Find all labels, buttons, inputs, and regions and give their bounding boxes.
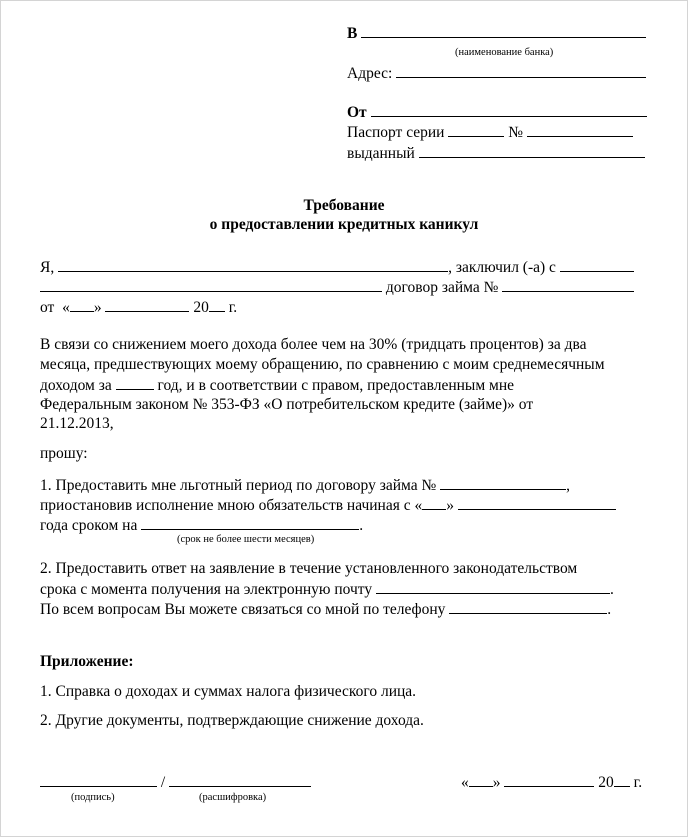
- footer-quote-close: »: [492, 774, 501, 791]
- full-name-field[interactable]: [58, 257, 448, 272]
- passport-row: [347, 122, 633, 143]
- request-item2-line3: По всем вопросам Вы можете связаться со мной по телефону .: [40, 601, 612, 618]
- to-label: В: [347, 25, 358, 42]
- address-label: Адрес:: [347, 65, 393, 82]
- signature-field[interactable]: [40, 772, 157, 787]
- title-line2: о предоставлении кредитных каникул: [209, 216, 479, 233]
- paragraph-line4: Федеральным законом № 353-ФЗ «О потребительском кредите (займе)» от: [40, 396, 534, 413]
- phone-field[interactable]: [449, 599, 607, 614]
- bank-caption: (наименование банка): [455, 47, 554, 58]
- quote-open: «: [62, 299, 70, 316]
- start-month-field[interactable]: [458, 495, 616, 510]
- from-row: [347, 102, 647, 123]
- request-item1-text: 1. Предоставить мне льготный период по договору займа №: [40, 477, 437, 494]
- request-item1-line1: 1. Предоставить мне льготный период по договору займа № ,: [40, 477, 571, 494]
- issued-field[interactable]: [419, 143, 645, 158]
- request-item1-line2-text: приостановив исполнение мною обязательств начиная с «: [40, 497, 423, 514]
- from-label: От: [347, 104, 367, 121]
- signature-caption: (подпись): [71, 792, 115, 803]
- start-day-field[interactable]: [422, 495, 446, 510]
- address-row: [347, 63, 646, 84]
- footer-date-row: [461, 772, 642, 793]
- attachments-heading: Приложение:: [40, 653, 134, 670]
- passport-series-label: Паспорт серии: [347, 124, 445, 141]
- issued-label: выданный: [347, 145, 415, 162]
- paragraph-line3-a: доходом за: [40, 377, 112, 394]
- intro-row-3: [40, 297, 237, 318]
- address-field[interactable]: [396, 63, 646, 78]
- bank-name-field[interactable]: [361, 23, 646, 38]
- lender-continued-field[interactable]: [40, 277, 382, 292]
- i-label: Я,: [40, 259, 55, 276]
- title-line1: Требование: [303, 197, 385, 214]
- loan-number-field[interactable]: [502, 277, 634, 292]
- request-item2-line2-text: срока с момента получения на электронную почту: [40, 581, 373, 598]
- income-year-field[interactable]: [116, 375, 154, 390]
- from-field[interactable]: [371, 102, 647, 117]
- request-label: прошу:: [40, 445, 88, 462]
- day-field[interactable]: [70, 297, 94, 312]
- footer-quote-open: «: [461, 774, 469, 791]
- grace-loan-number-field[interactable]: [440, 475, 566, 490]
- issued-row: [347, 143, 645, 164]
- separator: /: [160, 774, 166, 791]
- footer-day-field[interactable]: [469, 772, 493, 787]
- request-item1-line3-text: года сроком на: [40, 517, 138, 534]
- year-field[interactable]: [209, 297, 225, 312]
- paragraph-line3-b: год, и в соответствии с правом, предоставленным мне: [157, 377, 514, 394]
- intro-row-2: [40, 277, 634, 298]
- attachment-item: 2. Другие документы, подтверждающие снижение дохода.: [40, 712, 424, 729]
- month-field[interactable]: [105, 297, 189, 312]
- attachment-item: 1. Справка о доходах и суммах налога физического лица.: [40, 683, 417, 700]
- year-suffix: г.: [228, 299, 238, 316]
- footer-year-prefix: 20: [598, 774, 614, 791]
- request-item2-line1: 2. Предоставить ответ на заявление в течение установленного законодательством: [40, 560, 578, 577]
- signature-row: [40, 772, 311, 793]
- loan-contract-label: договор займа №: [385, 279, 499, 296]
- transcript-caption: (расшифровка): [199, 792, 267, 803]
- passport-series-field[interactable]: [448, 122, 504, 137]
- paragraph-line1: В связи со снижением моего дохода более чем на 30% (тридцать процентов) за два: [40, 336, 587, 353]
- concluded-label: , заключил (-а) с: [448, 259, 556, 276]
- request-item2-line3-text: По всем вопросам Вы можете связаться со мной по телефону: [40, 601, 446, 618]
- email-field[interactable]: [376, 579, 610, 594]
- from-date-label: от: [40, 299, 55, 316]
- passport-number-label: №: [508, 124, 524, 141]
- footer-year-field[interactable]: [614, 772, 630, 787]
- request-item1-line2: приостановив исполнение мною обязательств начиная с « »: [40, 495, 616, 516]
- quote-close: »: [93, 299, 102, 316]
- request-item1-line3: года сроком на .: [40, 517, 364, 534]
- year-prefix: 20: [193, 299, 209, 316]
- term-caption: (срок не более шести месяцев): [177, 534, 315, 545]
- intro-row-1: [40, 257, 634, 278]
- passport-number-field[interactable]: [527, 122, 633, 137]
- request-item2-line2: срока с момента получения на электронную почту .: [40, 581, 614, 598]
- paragraph-line2: месяца, предшествующих моему обращению, по сравнению с моим среднемесячным: [40, 356, 605, 373]
- paragraph-line3: [40, 375, 514, 396]
- footer-year-suffix: г.: [633, 774, 643, 791]
- footer-month-field[interactable]: [504, 772, 594, 787]
- to-bank-row: [347, 23, 646, 44]
- transcript-field[interactable]: [169, 772, 311, 787]
- lender-field[interactable]: [560, 257, 634, 272]
- term-field[interactable]: [141, 515, 359, 530]
- paragraph-line5: 21.12.2013,: [40, 415, 114, 432]
